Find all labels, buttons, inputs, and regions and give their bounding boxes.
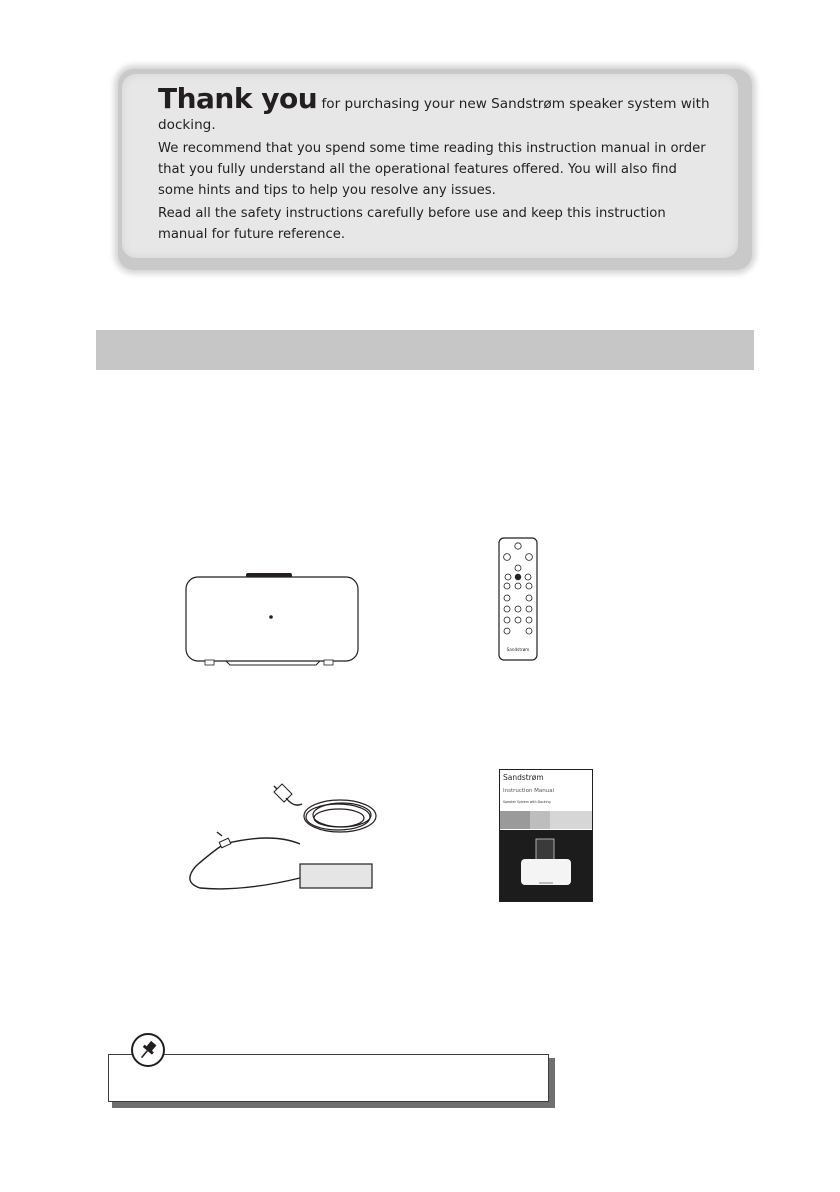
pushpin-icon (131, 1033, 165, 1067)
section-header-bar (96, 330, 754, 370)
manual-title: Instruction Manual (503, 788, 555, 794)
note-box (108, 1054, 549, 1102)
intro-title-bold: Thank you (158, 82, 318, 115)
manual-subtitle: Speaker System with Docking (503, 800, 551, 804)
instruction-manual-illustration (499, 769, 593, 903)
remote-brand-label: Sandstrøm (506, 647, 530, 652)
power-adapter-illustration (182, 774, 382, 902)
intro-paragraph-1: We recommend that you spend some time reading this instruction manual in order that you fully understand all the operational features offered. You will also find some hints and tips to help you resolve any issues. (158, 141, 706, 198)
manual-brand: Sandstrøm (503, 773, 544, 782)
intro-title-rest: for purchasing your new Sandstrøm speaker system with docking. (158, 96, 710, 133)
speaker-unit-illustration (180, 568, 366, 668)
intro-card (122, 74, 738, 258)
remote-control-illustration (498, 537, 540, 663)
intro-paragraph-2: Read all the safety instructions carefully before use and keep this instruction manual for future reference. (158, 206, 666, 242)
intro-heading-line (158, 82, 714, 136)
